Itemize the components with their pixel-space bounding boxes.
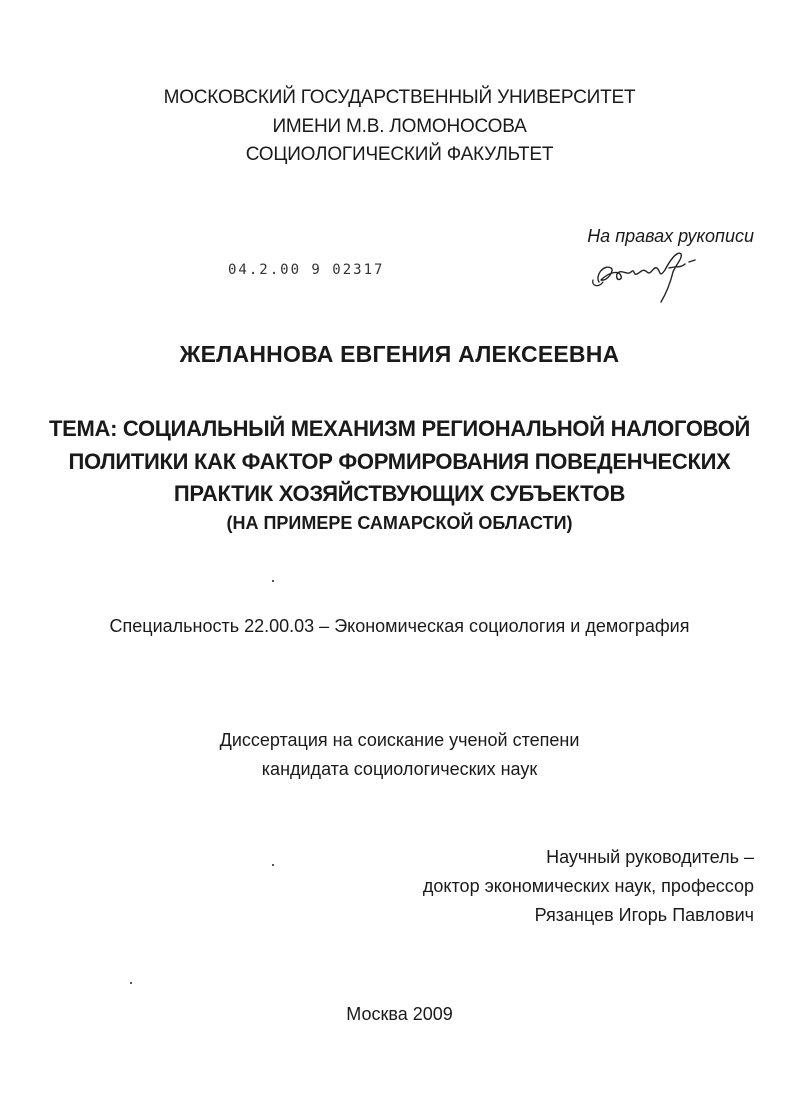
specialty: Специальность 22.00.03 – Экономическая социология и демография (109, 616, 690, 636)
university-name-line1: МОСКОВСКИЙ ГОСУДАРСТВЕННЫЙ УНИВЕРСИТЕТ (163, 87, 636, 108)
supervisor-name: Рязанцев Игорь Павлович (534, 905, 754, 925)
city-year: Москва 2009 (346, 1004, 453, 1024)
dissertation-line1: Диссертация на соискание ученой степени (219, 730, 580, 750)
scan-speck (272, 580, 274, 582)
library-stamp: 04.2.00 9 02317 (228, 262, 385, 278)
signature-icon (585, 246, 715, 308)
supervisor-degree: доктор экономических наук, профессор (422, 876, 754, 896)
manuscript-note: На правах рукописи (587, 226, 754, 246)
scan-speck (272, 864, 274, 866)
scan-speck (130, 982, 132, 984)
topic-line3: ПРАКТИК ХОЗЯЙСТВУЮЩИХ СУБЪЕКТОВ (173, 481, 626, 506)
topic-line1: ТЕМА: СОЦИАЛЬНЫЙ МЕХАНИЗМ РЕГИОНАЛЬНОЙ НАЛОГОВОЙ (48, 416, 751, 441)
topic-line4: (НА ПРИМЕРЕ САМАРСКОЙ ОБЛАСТИ) (226, 513, 573, 533)
university-name-line2: ИМЕНИ М.В. ЛОМОНОСОВА (272, 116, 527, 137)
supervisor-role: Научный руководитель – (546, 847, 754, 867)
faculty-name: СОЦИОЛОГИЧЕСКИЙ ФАКУЛЬТЕТ (245, 144, 554, 165)
author-name: ЖЕЛАННОВА ЕВГЕНИЯ АЛЕКСЕЕВНА (179, 341, 620, 367)
topic-line2: ПОЛИТИКИ КАК ФАКТОР ФОРМИРОВАНИЯ ПОВЕДЕНЧЕСКИХ (68, 449, 731, 474)
dissertation-line2: кандидата социологических наук (261, 759, 538, 779)
